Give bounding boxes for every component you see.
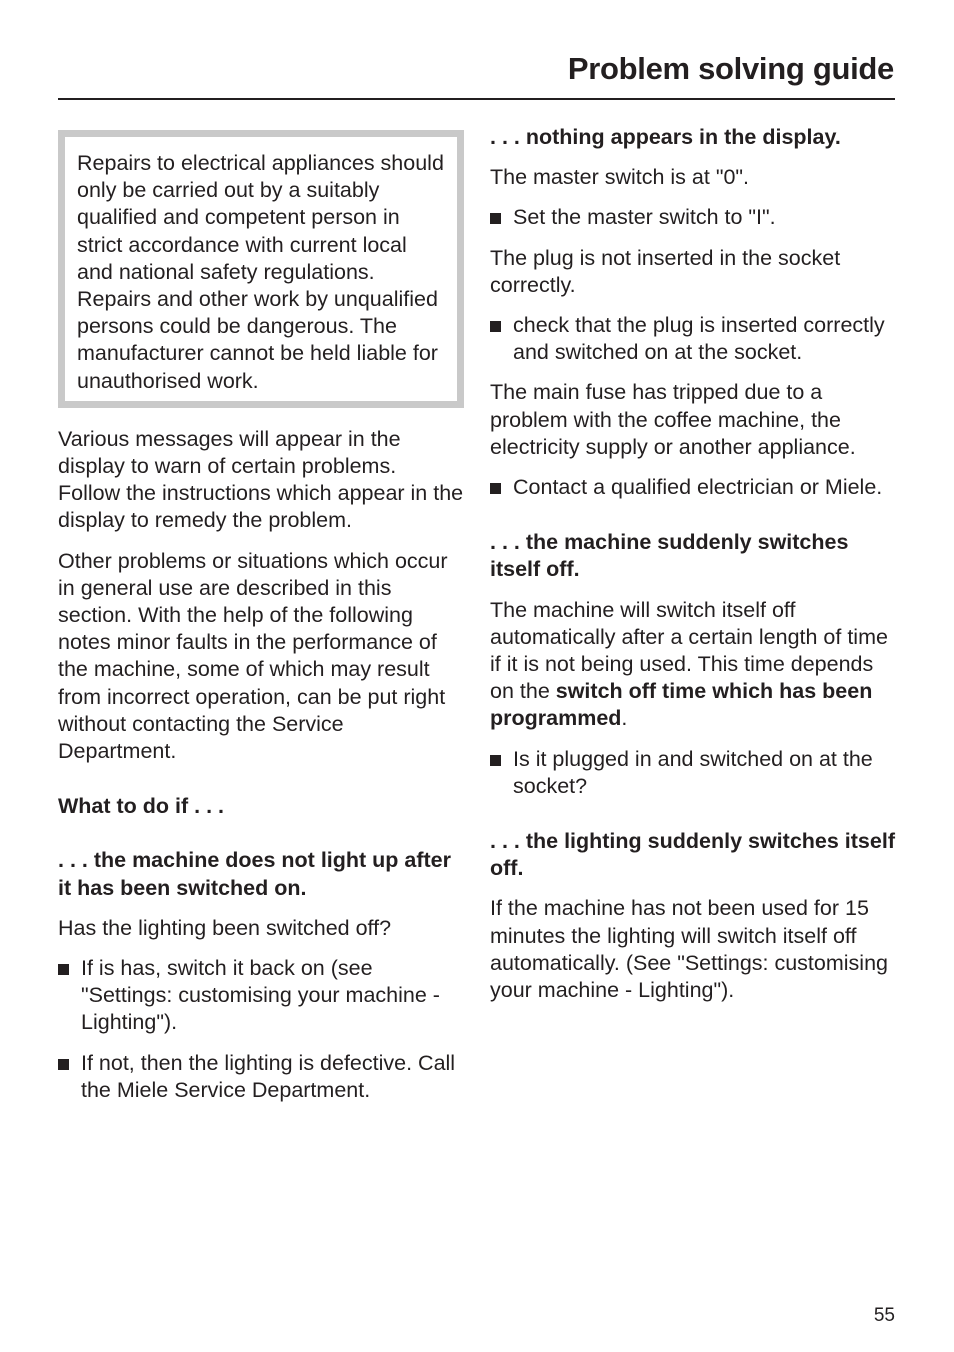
- bullet-text: Set the master switch to "I".: [513, 205, 776, 230]
- bullet-text: If is has, switch it back on (see "Settings: customising your machine - Lighting").: [81, 956, 440, 1035]
- bullet-text: Is it plugged in and switched on at the socket?: [513, 746, 873, 798]
- bullet-text: check that the plug is inserted correctly and switched on at the socket.: [513, 313, 885, 365]
- bullet-square-icon: [490, 321, 501, 332]
- warning-text: Repairs to electrical appliances should only be carried out by a suitably qualified and competent person in strict accordance with current local and national safety regulations. Repairs and other work by unqualified persons could be dangerous. The manufacturer cannot be held liable for unauthorised work.: [77, 151, 444, 393]
- warning-box: [58, 130, 464, 408]
- case-lighting-off-text: If the machine has not been used for 15 minutes the lighting will switch itself off automatically. (See "Settings: customising your machine - Lighting").: [490, 896, 888, 1003]
- bullet-square-icon: [490, 755, 501, 766]
- bullet-text: If not, then the lighting is defective. Call the Miele Service Department.: [81, 1050, 456, 1102]
- page-title: Problem solving guide: [567, 51, 894, 86]
- case-no-light-heading: . . . the machine does not light up after it has been switched on.: [58, 848, 452, 900]
- case-no-display-cause-3: The main fuse has tripped due to a problem with the coffee machine, the electricity supply or another appliance.: [490, 380, 856, 459]
- text-fragment: The machine will switch itself off automatically after a certain length of time if it is not being used. This time depends on the: [490, 597, 888, 704]
- case-switches-off-heading: . . . the machine suddenly switches itself off.: [490, 530, 849, 582]
- text-fragment: .: [621, 706, 628, 731]
- bullet-square-icon: [58, 964, 69, 975]
- intro-paragraph-2: Other problems or situations which occur in general use are described in this section. With the help of the following notes minor faults in the performance of the machine, some of which may result from incorrect operation, can be put right without contacting the Service Department.: [58, 548, 448, 764]
- bullet-text: Contact a qualified electrician or Miele.: [513, 475, 883, 500]
- intro-paragraph-1: Various messages will appear in the display to warn of certain problems. Follow the instructions which appear in the display to remedy the problem.: [58, 426, 464, 533]
- page-number: 55: [873, 1305, 895, 1326]
- left-column: [58, 130, 464, 1117]
- text-emphasis: switch off time which has been programmed: [490, 679, 873, 731]
- list-item: [58, 955, 464, 1037]
- bullet-square-icon: [58, 1059, 69, 1070]
- bullet-square-icon: [490, 483, 501, 494]
- list-item: [490, 746, 900, 800]
- case-no-display-cause-1: The master switch is at "0".: [490, 165, 750, 190]
- case-switches-off-text: [490, 597, 900, 733]
- list-item: [490, 312, 900, 366]
- case-lighting-off-heading: . . . the lighting suddenly switches itself off.: [490, 829, 895, 881]
- what-to-do-heading: What to do if . . .: [58, 794, 224, 819]
- case-no-display-cause-2: The plug is not inserted in the socket correctly.: [490, 245, 841, 297]
- right-column: [490, 124, 900, 1017]
- bullet-square-icon: [490, 213, 501, 224]
- list-item: [490, 474, 900, 501]
- case-no-light-question: Has the lighting been switched off?: [58, 915, 392, 940]
- header-rule: [58, 98, 895, 100]
- list-item: [58, 1050, 464, 1104]
- list-item: [490, 204, 900, 231]
- case-no-display-heading: . . . nothing appears in the display.: [490, 125, 841, 149]
